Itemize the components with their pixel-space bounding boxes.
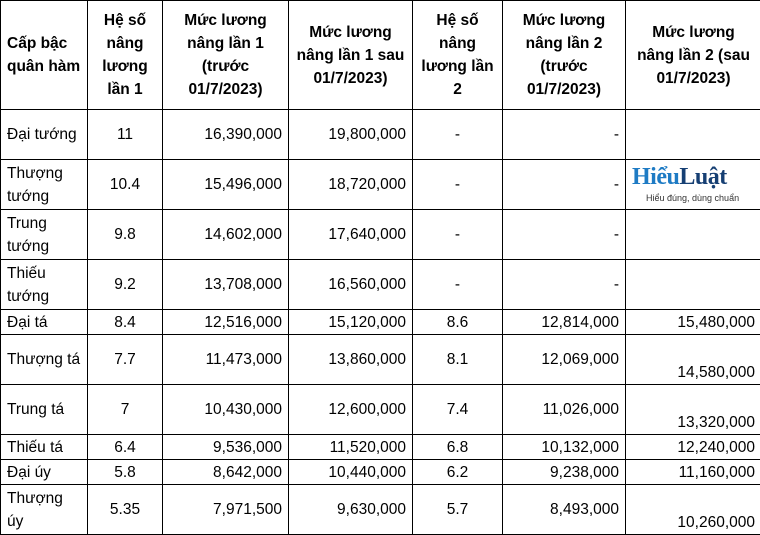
rank-cell: Thượng úy [1, 485, 88, 535]
value-cell: - [413, 110, 503, 160]
value-cell: 12,069,000 [503, 335, 626, 385]
table-row [1, 310, 760, 335]
value-cell: 9,630,000 [289, 485, 413, 535]
header-row [1, 1, 760, 110]
value-cell: 8,493,000 [503, 485, 626, 535]
value-cell: 12,516,000 [163, 310, 289, 335]
rank-cell: Đại tướng [1, 110, 88, 160]
value-cell: 9.2 [88, 260, 163, 310]
value-cell: 18,720,000 [289, 160, 413, 210]
value-cell: 7.7 [88, 335, 163, 385]
value-cell: 6.4 [88, 435, 163, 460]
value-cell: 7 [88, 385, 163, 435]
hieuluat-logo [632, 164, 756, 204]
logo-wordmark [632, 164, 756, 190]
value-cell [626, 260, 760, 310]
rank-cell: Trung tướng [1, 210, 88, 260]
value-cell: 15,496,000 [163, 160, 289, 210]
value-cell: 16,560,000 [289, 260, 413, 310]
table-row [1, 210, 760, 260]
rank-cell: Thượng tướng [1, 160, 88, 210]
table-row [1, 435, 760, 460]
column-header: Mức lương nâng lần 2 (sau 01/7/2023) [626, 1, 760, 110]
table-row [1, 335, 760, 385]
value-cell: - [503, 210, 626, 260]
value-cell: 9.8 [88, 210, 163, 260]
column-header: Mức lương nâng lần 2 (trước 01/7/2023) [503, 1, 626, 110]
column-header: Hệ số nâng lương lần 2 [413, 1, 503, 110]
value-cell: 12,814,000 [503, 310, 626, 335]
value-cell: 8,642,000 [163, 460, 289, 485]
value-cell: 6.2 [413, 460, 503, 485]
column-header: Mức lương nâng lần 1 sau 01/7/2023) [289, 1, 413, 110]
value-cell: 12,240,000 [626, 435, 760, 460]
value-cell: 13,320,000 [626, 385, 760, 435]
value-cell: 11,473,000 [163, 335, 289, 385]
rank-cell: Đại tá [1, 310, 88, 335]
value-cell: - [413, 160, 503, 210]
value-cell: 14,580,000 [626, 335, 760, 385]
value-cell: 8.6 [413, 310, 503, 335]
table-row [1, 485, 760, 535]
value-cell: - [503, 160, 626, 210]
value-cell: - [503, 260, 626, 310]
value-cell: 7.4 [413, 385, 503, 435]
value-cell: 12,600,000 [289, 385, 413, 435]
value-cell: 17,640,000 [289, 210, 413, 260]
table-row [1, 260, 760, 310]
table-row [1, 460, 760, 485]
value-cell: 19,800,000 [289, 110, 413, 160]
value-cell: 10.4 [88, 160, 163, 210]
value-cell: 7,971,500 [163, 485, 289, 535]
value-cell: 8.1 [413, 335, 503, 385]
rank-cell: Thiếu tướng [1, 260, 88, 310]
value-cell: 6.8 [413, 435, 503, 460]
value-cell: 15,120,000 [289, 310, 413, 335]
value-cell: 14,602,000 [163, 210, 289, 260]
value-cell: 5.7 [413, 485, 503, 535]
value-cell: 11,520,000 [289, 435, 413, 460]
rank-cell: Đại úy [1, 460, 88, 485]
logo-part1: Hiểu [632, 164, 679, 190]
table-row [1, 110, 760, 160]
logo-tagline: Hiểu đúng, dùng chuẩn [646, 193, 756, 204]
value-cell: 5.35 [88, 485, 163, 535]
value-cell: 10,440,000 [289, 460, 413, 485]
value-cell: - [413, 260, 503, 310]
value-cell: 11,160,000 [626, 460, 760, 485]
rank-cell: Thiếu tá [1, 435, 88, 460]
value-cell: 11 [88, 110, 163, 160]
value-cell: 10,260,000 [626, 485, 760, 535]
value-cell [626, 110, 760, 160]
value-cell: 16,390,000 [163, 110, 289, 160]
value-cell: 13,860,000 [289, 335, 413, 385]
rank-cell: Trung tá [1, 385, 88, 435]
value-cell: 5.8 [88, 460, 163, 485]
value-cell: 8.4 [88, 310, 163, 335]
table-row [1, 385, 760, 435]
value-cell: 13,708,000 [163, 260, 289, 310]
logo-part2: Luật [679, 164, 726, 190]
value-cell: - [503, 110, 626, 160]
rank-cell: Thượng tá [1, 335, 88, 385]
value-cell: 9,536,000 [163, 435, 289, 460]
column-header: Hệ số nâng lương lần 1 [88, 1, 163, 110]
value-cell: 9,238,000 [503, 460, 626, 485]
column-header: Cấp bậc quân hàm [1, 1, 88, 110]
value-cell: 10,430,000 [163, 385, 289, 435]
column-header: Mức lương nâng lần 1 (trước 01/7/2023) [163, 1, 289, 110]
value-cell [626, 210, 760, 260]
value-cell: 10,132,000 [503, 435, 626, 460]
value-cell: 15,480,000 [626, 310, 760, 335]
value-cell: 11,026,000 [503, 385, 626, 435]
value-cell: - [413, 210, 503, 260]
